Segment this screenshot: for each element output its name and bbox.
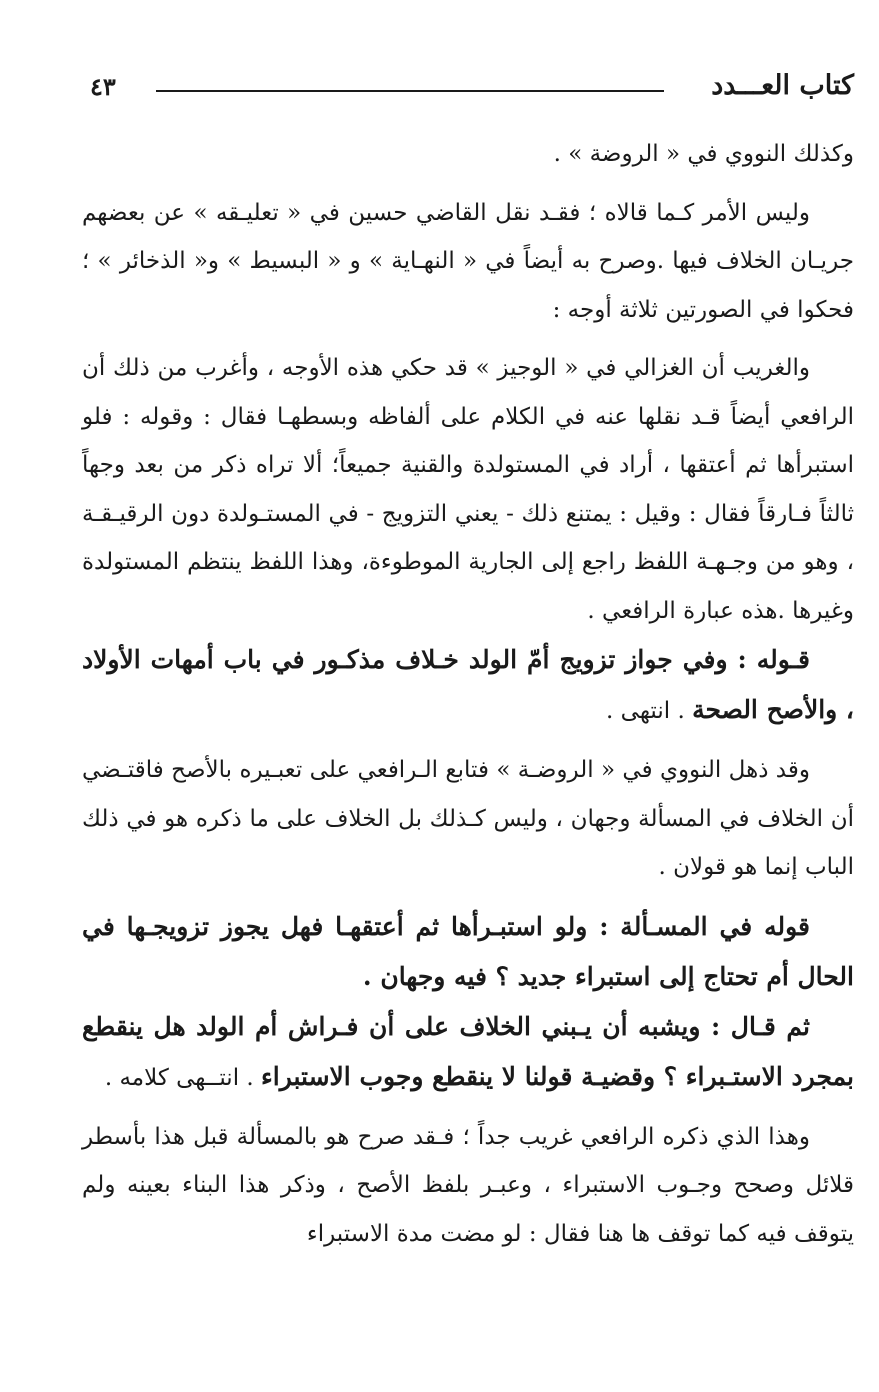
paragraph-3: والغريب أن الغزالي في « الوجيز » قد حكي هذه الأوجه ، وأغرب من ذلك أن الرافعي أيضاً قـد نقلها عنه في الكلام على ألفاظه وبسطهـا فقال : وقوله : فلو استبرأها ثم أعتقها ، أراد في المستولدة والقنية جميعاً؛ ألا تراه ذكر من بعد وجهاً ثالثاً فـارقاً فقال : وقيل : يمتنع ذلك - يعني التزويج - في المستـولدة دون الرقيـقـة ، وهو من وجـهـة اللفظ راجع إلى الجارية الموطوءة، وهذا اللفظ ينتظم المستولدة وغيرها .هذه عبارة الرافعي . — [82, 355, 854, 624]
quoted-statement-1-tail: . انتهى . — [606, 698, 693, 724]
quoted-statement-2-bold: قوله في المسـألة : ولو استبـرأها ثم أعتقهـا فهل يجوز تزويجـها في الحال أم تحتاج إلى استبراء جديد ؟ فيه وجهان . — [82, 911, 854, 991]
paragraph-5: وهذا الذي ذكره الرافعي غريب جداً ؛ فـقد صرح هو بالمسألة قبل هذا بأسطر قلائل وصحح وجـوب الاستبراء ، وعبـر بلفظ الأصح ، وذكر هذا البناء بعينه ولم يتوقف فيه كما توقف ها هنا فقال : لو مضت مدة الاستبراء — [82, 1123, 854, 1247]
paragraph-2: وليس الأمر كـما قالاه ؛ فقـد نقل القاضي حسين في « تعليـقه » عن بعضهم جريـان الخلاف فيها .وصرح به أيضاً في « النهـاية » و « البسيط » و« الذخائر » ؛ فحكوا في الصورتين ثلاثة أوجه : — [82, 199, 854, 323]
quoted-statement-2 — [82, 902, 854, 1002]
page-number: ٤٣ — [90, 72, 116, 101]
page-header — [82, 68, 854, 112]
quoted-statement-1 — [82, 635, 854, 736]
paragraph-1: وكذلك النووي في « الروضة » . — [553, 141, 854, 167]
quoted-statement-1-bold: قـوله : وفي جواز تزويج أمّ الولد خـلاف مذكـور في باب أمهات الأولاد ، والأصح الصحة — [82, 645, 854, 724]
quoted-statement-3-tail: . انتــهى كلامه . — [104, 1064, 262, 1091]
page-body — [82, 130, 854, 1258]
header-rule — [156, 90, 664, 92]
paragraph-4: وقد ذهل النووي في « الروضـة » فتابع الـرافعي على تعبـيره بالأصح فاقتـضي أن الخلاف في المسألة وجهان ، وليس كـذلك بل الخلاف على ما ذكره هو في ذلك الباب إنما هو قولان . — [82, 757, 854, 880]
quoted-statement-3-bold: ثم قـال : ويشبه أن يـبني الخلاف على أن فـراش أم الولد هل ينقطع بمجرد الاستـبراء ؟ وقضيـة قولنا لا ينقطع وجوب الاستبراء — [82, 1011, 854, 1091]
running-title: كتاب العـــدد — [711, 70, 854, 101]
quoted-statement-3 — [82, 1002, 854, 1103]
